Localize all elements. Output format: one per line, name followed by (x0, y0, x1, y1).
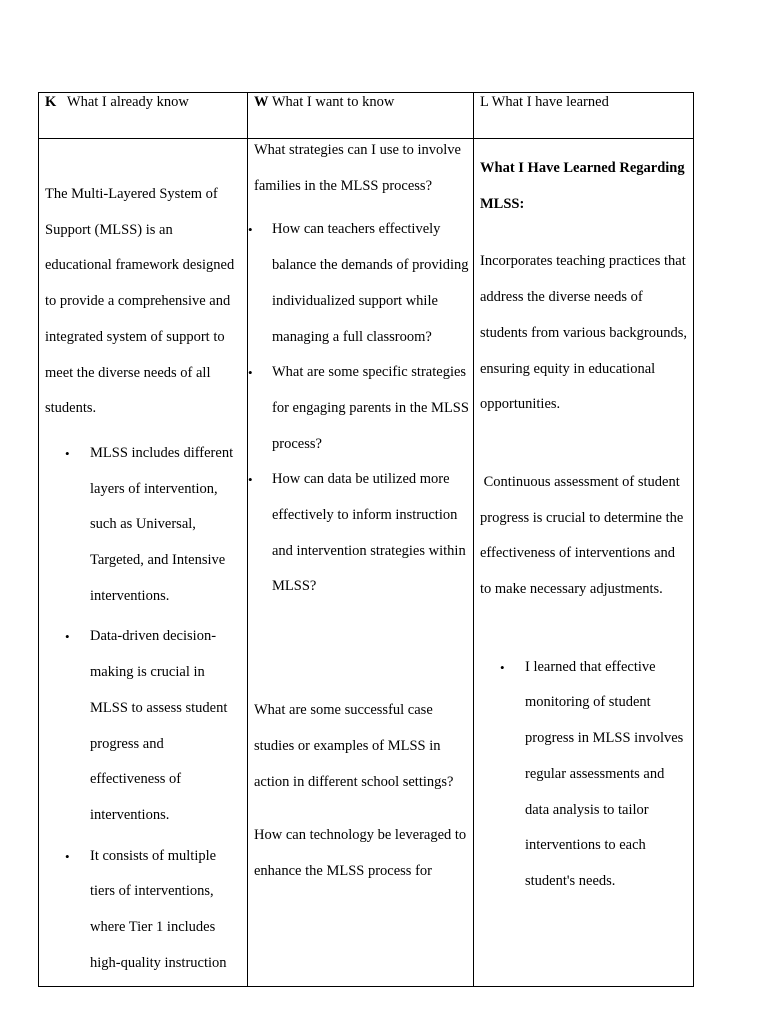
header-w-letter: W (254, 94, 269, 110)
table-header-row (39, 93, 694, 139)
k-column-cell (39, 139, 248, 987)
w-bullet-list (254, 212, 467, 605)
l-paragraph-2: Continuous assessment of student progress is crucial to determine the effectiveness of interventions and to make necessary adjustments. (480, 473, 687, 598)
l-heading: What I Have Learned Regarding MLSS: (480, 160, 685, 212)
l-bullet-list (480, 650, 687, 900)
l-bullet-item: • I learned that effective monitoring of student progress in MLSS involves regular assessments and data analysis to tailor interventions to each student's needs. (480, 650, 687, 900)
kwl-table (38, 92, 694, 987)
header-l (474, 93, 694, 139)
w-bullet-item: • How can data be utilized more effectively to inform instruction and intervention strategies within MLSS? (254, 462, 471, 605)
k-bullet-item: • MLSS includes different layers of intervention, such as Universal, Targeted, and Intensive interventions. (45, 436, 241, 615)
w-bullet-item: • What are some specific strategies for engaging parents in the MLSS process? (254, 355, 471, 462)
header-w-text: What I want to know (271, 94, 395, 110)
l-paragraph-1: Incorporates teaching practices that address the diverse needs of students from various backgrounds, ensuring equity in educational opportunities. (480, 253, 687, 413)
header-w (248, 93, 474, 139)
header-k (39, 93, 248, 139)
table-body-row (39, 139, 694, 987)
k-intro: The Multi-Layered System of Support (MLSS) is an educational framework designed to provide a comprehensive and integrated system of support to meet the diverse needs of all students. (45, 186, 235, 417)
w-bullet-item: • How can teachers effectively balance the demands of providing individualized support while managing a full classroom? (254, 212, 471, 355)
header-k-letter: K (45, 94, 57, 110)
k-bullet-item: • It consists of multiple tiers of interventions, where Tier 1 includes high-quality instruction (45, 839, 241, 982)
k-bullet-item: • Data-driven decision-making is crucial in MLSS to assess student progress and effectiveness of interventions. (45, 619, 241, 833)
w-question-technology: How can technology be leveraged to enhance the MLSS process for (254, 827, 467, 879)
k-bullet-list (45, 436, 241, 982)
l-column-cell (474, 139, 694, 987)
w-column-cell (248, 139, 474, 987)
w-first-question: What strategies can I use to involve families in the MLSS process? (254, 142, 461, 194)
header-k-text: What I already know (66, 94, 189, 110)
w-question-case-studies: What are some successful case studies or examples of MLSS in action in different school settings? (254, 702, 454, 790)
header-l-text: L What I have learned (480, 94, 609, 110)
